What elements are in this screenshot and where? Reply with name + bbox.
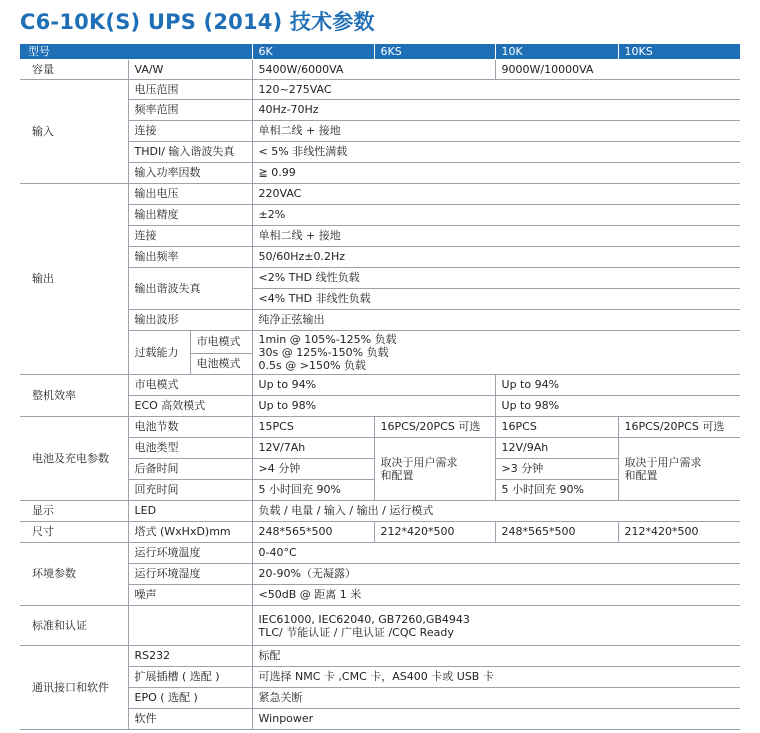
row-label: 回充时间: [128, 480, 252, 501]
cell-value: ≧ 0.99: [252, 163, 740, 184]
cell-value: 紧急关断: [252, 688, 740, 709]
overload-line: 0.5s @ >150% 负载: [258, 359, 366, 372]
cell-value: 16PCS/20PCS 可选: [618, 417, 740, 438]
row-sublabel: 电池模式: [190, 354, 252, 375]
row-label: VA/W: [128, 60, 252, 80]
table-row: [20, 163, 740, 184]
table-row: [20, 184, 740, 205]
table-row: [20, 80, 740, 100]
table-row: [20, 100, 740, 121]
row-label: 连接: [128, 121, 252, 142]
row-label: 过载能力: [128, 331, 190, 375]
header-6ks: 6KS: [374, 44, 495, 60]
row-label: 输出谐波失真: [128, 268, 252, 310]
table-row: [20, 438, 740, 459]
row-label: 市电模式: [128, 375, 252, 396]
row-label: THDI/ 输入谐波失真: [128, 142, 252, 163]
cell-value: [252, 331, 740, 375]
cell-value: 9000W/10000VA: [495, 60, 740, 80]
table-row: [20, 268, 740, 289]
header-6k: 6K: [252, 44, 374, 60]
row-label: 运行环境湿度: [128, 564, 252, 585]
table-row: [20, 417, 740, 438]
category-standards: 标准和认证: [20, 606, 128, 646]
cell-value: <4% THD 非线性负载: [252, 289, 740, 310]
row-label: 输出频率: [128, 247, 252, 268]
table-row: [20, 142, 740, 163]
cell-value: 0-40°C: [252, 543, 740, 564]
category-communication: 通讯接口和软件: [20, 646, 128, 730]
row-label: 电池类型: [128, 438, 252, 459]
row-label: 输出波形: [128, 310, 252, 331]
table-row: [20, 60, 740, 80]
row-label: 输出电压: [128, 184, 252, 205]
row-label: 输入功率因数: [128, 163, 252, 184]
table-row: [20, 247, 740, 268]
cell-value: 可选择 NMC 卡 ,CMC 卡，AS400 卡或 USB 卡: [252, 667, 740, 688]
cell-value: 单相二线 + 接地: [252, 226, 740, 247]
table-row: [20, 501, 740, 522]
row-label: 输出精度: [128, 205, 252, 226]
cell-value: 212*420*500: [618, 522, 740, 543]
cell-value: 5 小时回充 90%: [495, 480, 618, 501]
row-label: 后备时间: [128, 459, 252, 480]
row-label: 软件: [128, 709, 252, 730]
table-row: [20, 205, 740, 226]
category-efficiency: 整机效率: [20, 375, 128, 417]
cell-value: <2% THD 线性负载: [252, 268, 740, 289]
cell-value: 16PCS: [495, 417, 618, 438]
table-row: [20, 375, 740, 396]
cell-value: Winpower: [252, 709, 740, 730]
cell-value: >4 分钟: [252, 459, 374, 480]
table-row: [20, 396, 740, 417]
row-label: 电压范围: [128, 80, 252, 100]
cell-value: Up to 98%: [495, 396, 740, 417]
row-label: 噪声: [128, 585, 252, 606]
cell-value: 50/60Hz±0.2Hz: [252, 247, 740, 268]
table-row: [20, 564, 740, 585]
user-config-line: 和配置: [624, 469, 658, 482]
table-row: [20, 667, 740, 688]
row-label: 连接: [128, 226, 252, 247]
category-input: 输入: [20, 80, 128, 184]
cell-value: 16PCS/20PCS 可选: [374, 417, 495, 438]
table-row: [20, 522, 740, 543]
standards-line: IEC61000, IEC62040, GB7260,GB4943: [258, 612, 470, 626]
cell-value: 212*420*500: [374, 522, 495, 543]
cell-value: 5 小时回充 90%: [252, 480, 374, 501]
cell-value: 120~275VAC: [252, 80, 740, 100]
table-row: [20, 709, 740, 730]
row-label: RS232: [128, 646, 252, 667]
row-sublabel: 市电模式: [190, 331, 252, 354]
row-label: ECO 高效模式: [128, 396, 252, 417]
row-label: 扩展插槽 ( 选配 ): [128, 667, 252, 688]
user-config-line: 取决于用户需求: [624, 456, 702, 469]
table-row: [20, 310, 740, 331]
cell-value: 248*565*500: [495, 522, 618, 543]
cell-value: Up to 98%: [252, 396, 495, 417]
category-environment: 环境参数: [20, 543, 128, 606]
cell-value: 12V/9Ah: [495, 438, 618, 459]
user-config-line: 和配置: [380, 469, 414, 482]
cell-value: 标配: [252, 646, 740, 667]
cell-value: <50dB @ 距离 1 米: [252, 585, 740, 606]
cell-value: 单相二线 + 接地: [252, 121, 740, 142]
table-row: [20, 331, 740, 354]
row-label: 电池节数: [128, 417, 252, 438]
user-config-line: 取决于用户需求: [380, 456, 458, 469]
cell-value: 220VAC: [252, 184, 740, 205]
header-10k: 10K: [495, 44, 618, 60]
cell-value: [374, 438, 495, 501]
category-capacity: 容量: [20, 60, 128, 80]
cell-value: 20-90%（无凝露）: [252, 564, 740, 585]
cell-value: 5400W/6000VA: [252, 60, 495, 80]
category-size: 尺寸: [20, 522, 128, 543]
table-row: [20, 688, 740, 709]
row-label: EPO ( 选配 ): [128, 688, 252, 709]
cell-value: Up to 94%: [495, 375, 740, 396]
category-display: 显示: [20, 501, 128, 522]
cell-value: 40Hz-70Hz: [252, 100, 740, 121]
cell-value: 15PCS: [252, 417, 374, 438]
overload-line: 1min @ 105%-125% 负载: [258, 333, 397, 346]
cell-value: 12V/7Ah: [252, 438, 374, 459]
row-label: LED: [128, 501, 252, 522]
table-header-row: [20, 44, 740, 60]
row-label: 运行环境温度: [128, 543, 252, 564]
table-row: [20, 585, 740, 606]
cell-value: [252, 606, 740, 646]
overload-line: 30s @ 125%-150% 负载: [258, 346, 389, 359]
table-row: [20, 226, 740, 247]
spec-table: [20, 44, 740, 730]
category-output: 输出: [20, 184, 128, 375]
row-label: 塔式 (WxHxD)mm: [128, 522, 252, 543]
category-battery: 电池及充电参数: [20, 417, 128, 501]
cell-value: [618, 438, 740, 501]
row-label: 频率范围: [128, 100, 252, 121]
table-row: [20, 543, 740, 564]
table-row: [20, 646, 740, 667]
cell-value: ±2%: [252, 205, 740, 226]
page-title: C6-10K(S) UPS (2014) 技术参数: [20, 10, 375, 34]
header-model: 型号: [20, 44, 252, 60]
row-label: [128, 606, 252, 646]
cell-value: Up to 94%: [252, 375, 495, 396]
table-row: [20, 121, 740, 142]
cell-value: 负载 / 电量 / 输入 / 输出 / 运行模式: [252, 501, 740, 522]
cell-value: < 5% 非线性满载: [252, 142, 740, 163]
cell-value: 纯净正弦输出: [252, 310, 740, 331]
standards-line: TLC/ 节能认证 / 广电认证 /CQC Ready: [258, 625, 454, 639]
cell-value: 248*565*500: [252, 522, 374, 543]
header-10ks: 10KS: [618, 44, 740, 60]
cell-value: >3 分钟: [495, 459, 618, 480]
table-row: [20, 606, 740, 646]
